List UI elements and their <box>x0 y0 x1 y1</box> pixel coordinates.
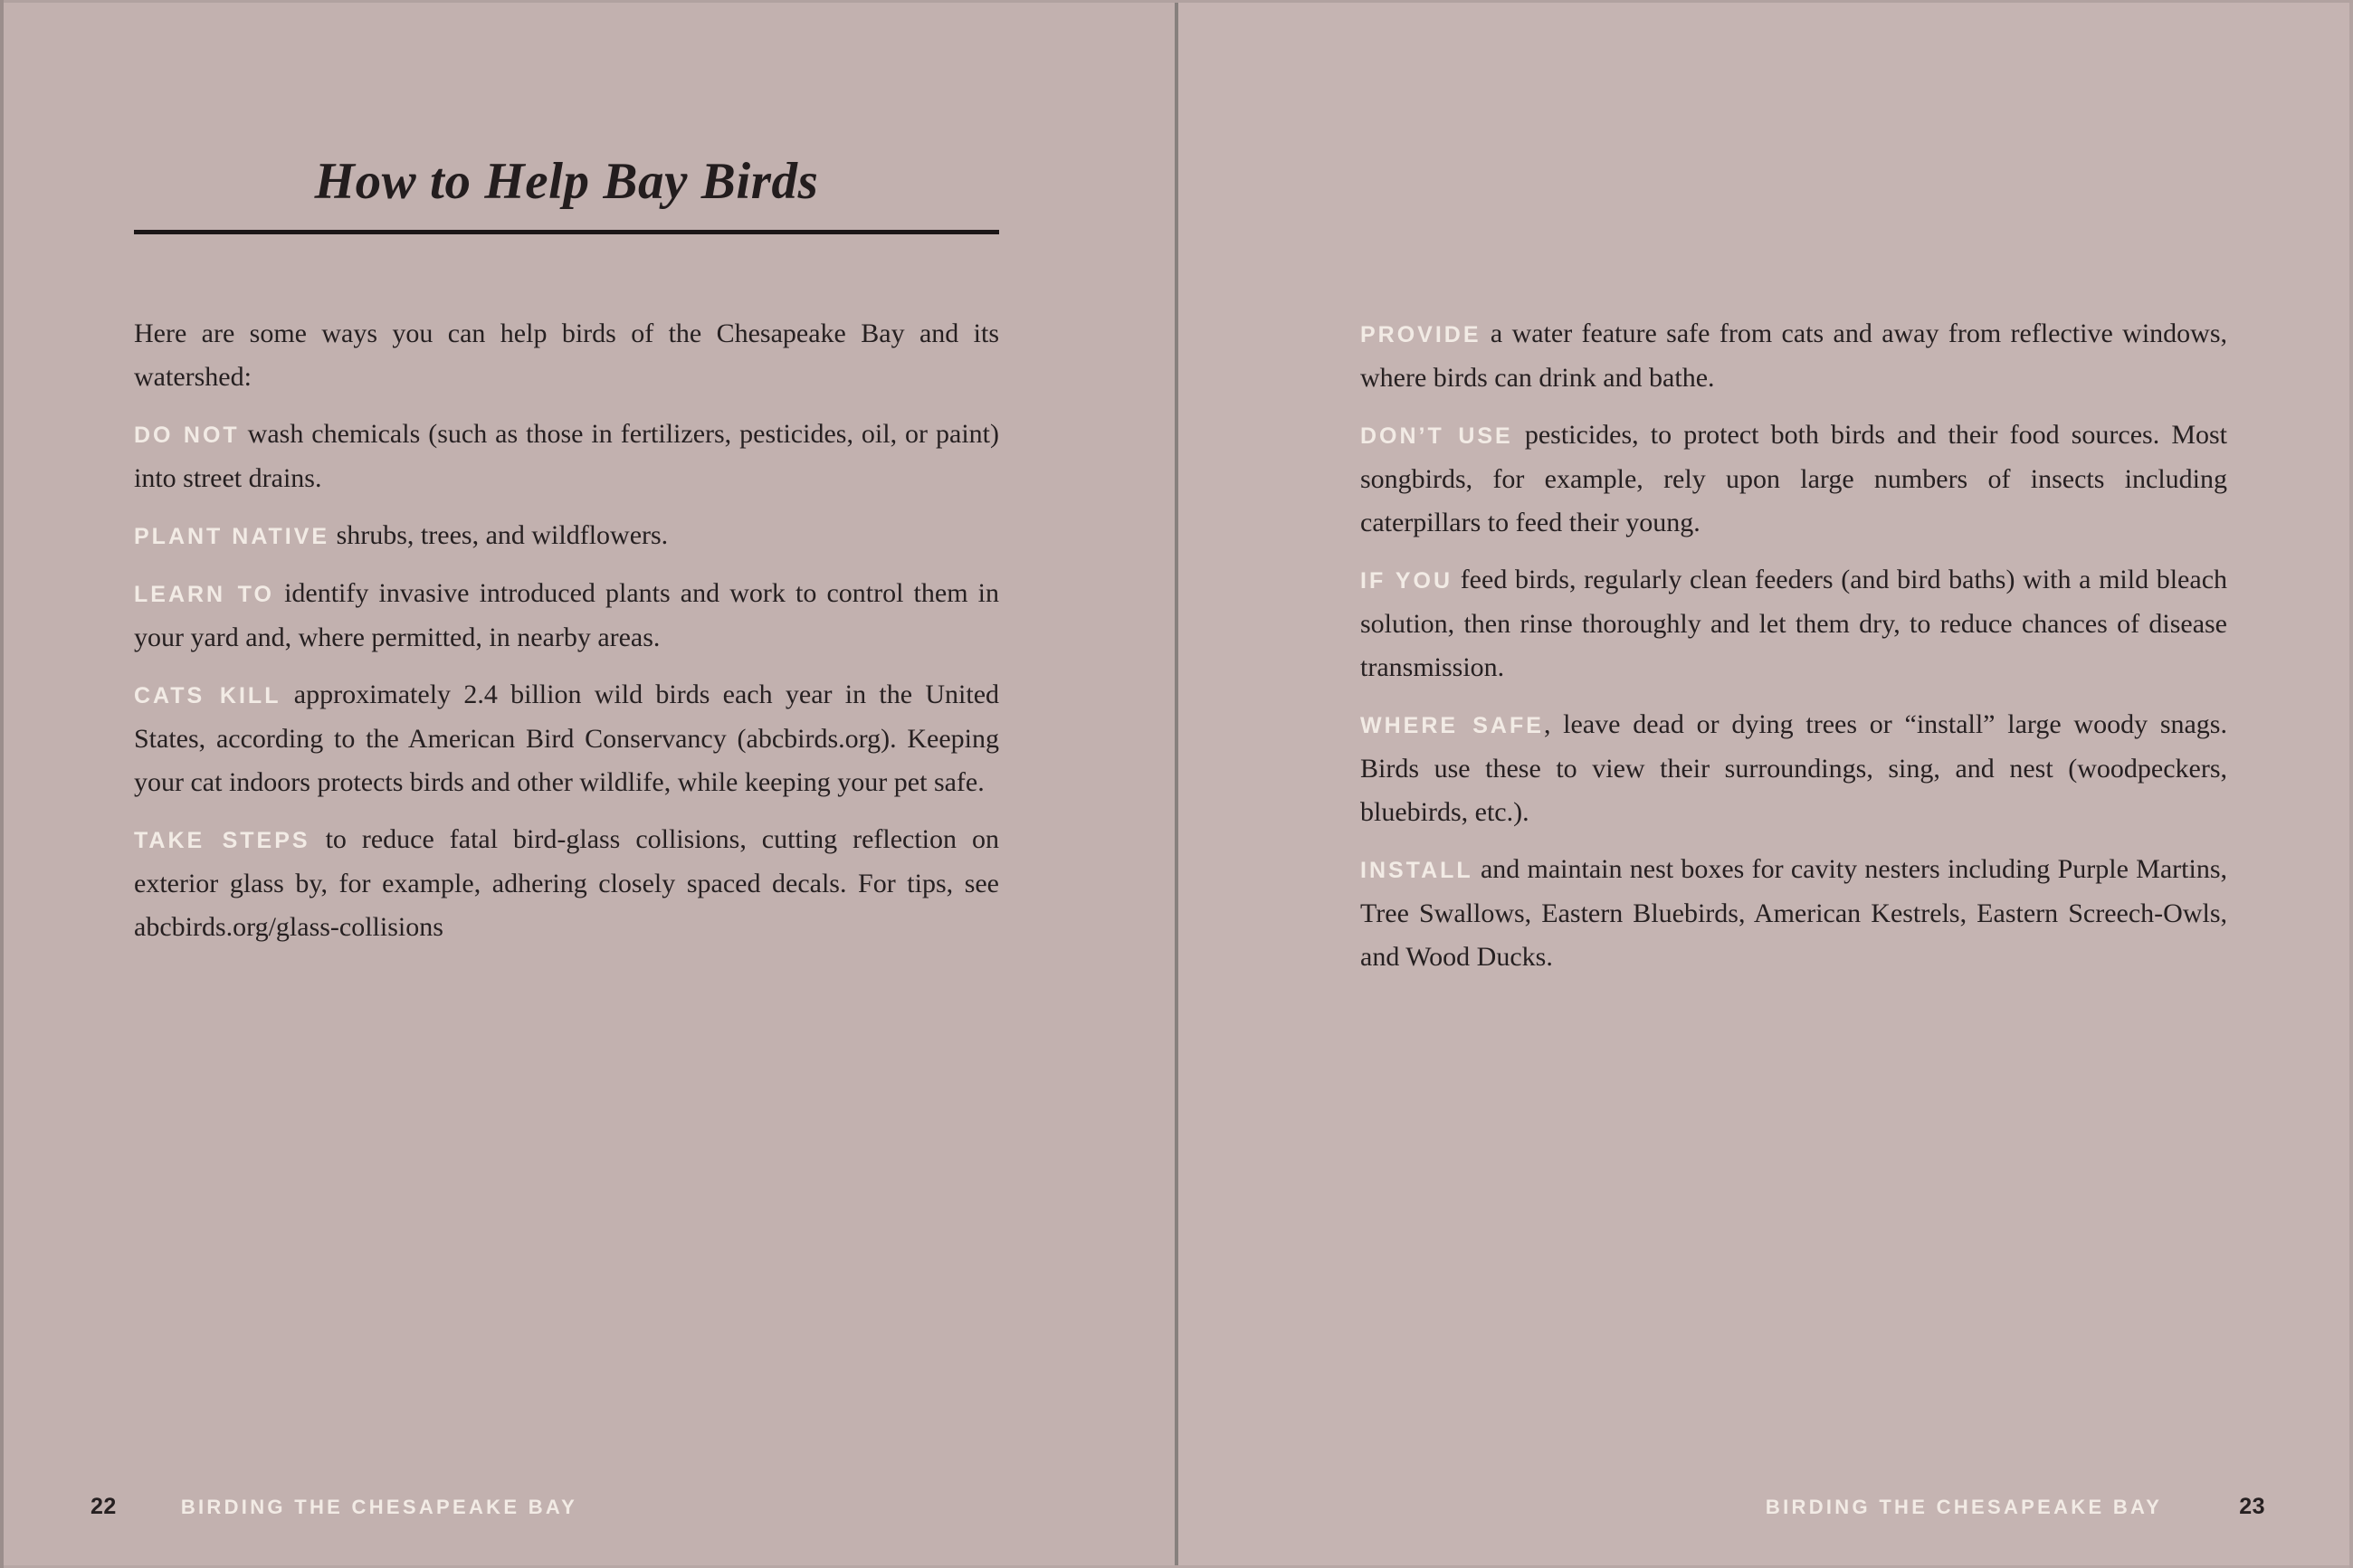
tip-text: leave dead or dying trees or “install” large woody snags. Birds use these to view their surroundings, sing, and nest (woodpeckers, bluebirds, etc.). <box>1360 709 2227 827</box>
tip-item <box>1360 848 2227 979</box>
page-number: 23 <box>2239 1494 2265 1519</box>
page-right <box>1178 0 2353 1568</box>
tip-text: approximately 2.4 billion wild birds each year in the United States, according to the American Bird Conservancy (abcbirds.org). Keeping your cat indoors protects birds and other wildlife, while keeping your pet safe. <box>134 679 1000 797</box>
tip-text: identify invasive introduced plants and work to control them in your yard and, where permitted, in nearby areas. <box>134 578 999 652</box>
left-page-footer <box>90 1496 577 1518</box>
title-rule <box>134 230 999 234</box>
page-number: 22 <box>90 1494 117 1519</box>
right-text-column <box>1360 0 2227 979</box>
tip-text: feed birds, regularly clean feeders (and bird baths) with a mild bleach solution, then rinse thoroughly and let them dry, to reduce chances of disease transmission. <box>1360 565 2228 682</box>
tip-label: INSTALL <box>1360 858 1473 883</box>
tip-text: a water feature safe from cats and away from reflective windows, where birds can drink and bathe. <box>1360 318 2227 393</box>
tip-label: PLANT NATIVE <box>134 524 330 549</box>
tip-label: DO NOT <box>134 423 240 448</box>
tip-text: pesticides, to protect both birds and their food sources. Most songbirds, for example, rely upon large numbers of insects including caterpillars to feed their young. <box>1360 420 2227 537</box>
tip-item <box>134 514 999 558</box>
tip-item <box>1360 703 2227 834</box>
right-page-footer <box>1766 1496 2265 1518</box>
tip-item <box>134 413 999 500</box>
tip-label: PROVIDE <box>1360 322 1481 347</box>
tip-label: DON’T USE <box>1360 423 1513 449</box>
tip-label: TAKE STEPS <box>134 828 310 853</box>
page-title: How to Help Bay Birds <box>314 153 819 210</box>
tip-item <box>134 572 999 660</box>
running-book-title: BIRDING THE CHESAPEAKE BAY <box>1765 1496 2163 1518</box>
tip-label: CATS KILL <box>134 683 281 708</box>
tip-text: to reduce fatal bird-glass collisions, cutting reflection on exterior glass by, for example, adhering closely spaced decals. For tips, see abcbirds.org/glass-collisions <box>134 824 999 942</box>
tip-label: LEARN TO <box>134 582 274 607</box>
tip-item <box>134 673 999 804</box>
page-left <box>0 0 1175 1568</box>
tip-text: wash chemicals (such as those in fertilizers, pesticides, oil, or paint) into street drains. <box>134 419 999 493</box>
tip-text: shrubs, trees, and wildflowers. <box>329 520 669 550</box>
tip-label: WHERE SAFE <box>1360 713 1544 738</box>
left-text-column <box>134 0 999 949</box>
tip-separator: , <box>1543 709 1551 739</box>
tip-item <box>1360 558 2227 689</box>
tip-item <box>1360 312 2227 400</box>
running-book-title: BIRDING THE CHESAPEAKE BAY <box>180 1496 578 1518</box>
tip-label: IF YOU <box>1360 568 1453 594</box>
intro-paragraph: Here are some ways you can help birds of the Chesapeake Bay and its watershed: <box>134 318 999 392</box>
tip-text: and maintain nest boxes for cavity nesters including Purple Martins, Tree Swallows, Eastern Bluebirds, American Kestrels, Eastern Screech-Owls, and Wood Ducks. <box>1360 854 2227 972</box>
tip-item <box>134 818 999 949</box>
tip-item <box>1360 413 2227 545</box>
